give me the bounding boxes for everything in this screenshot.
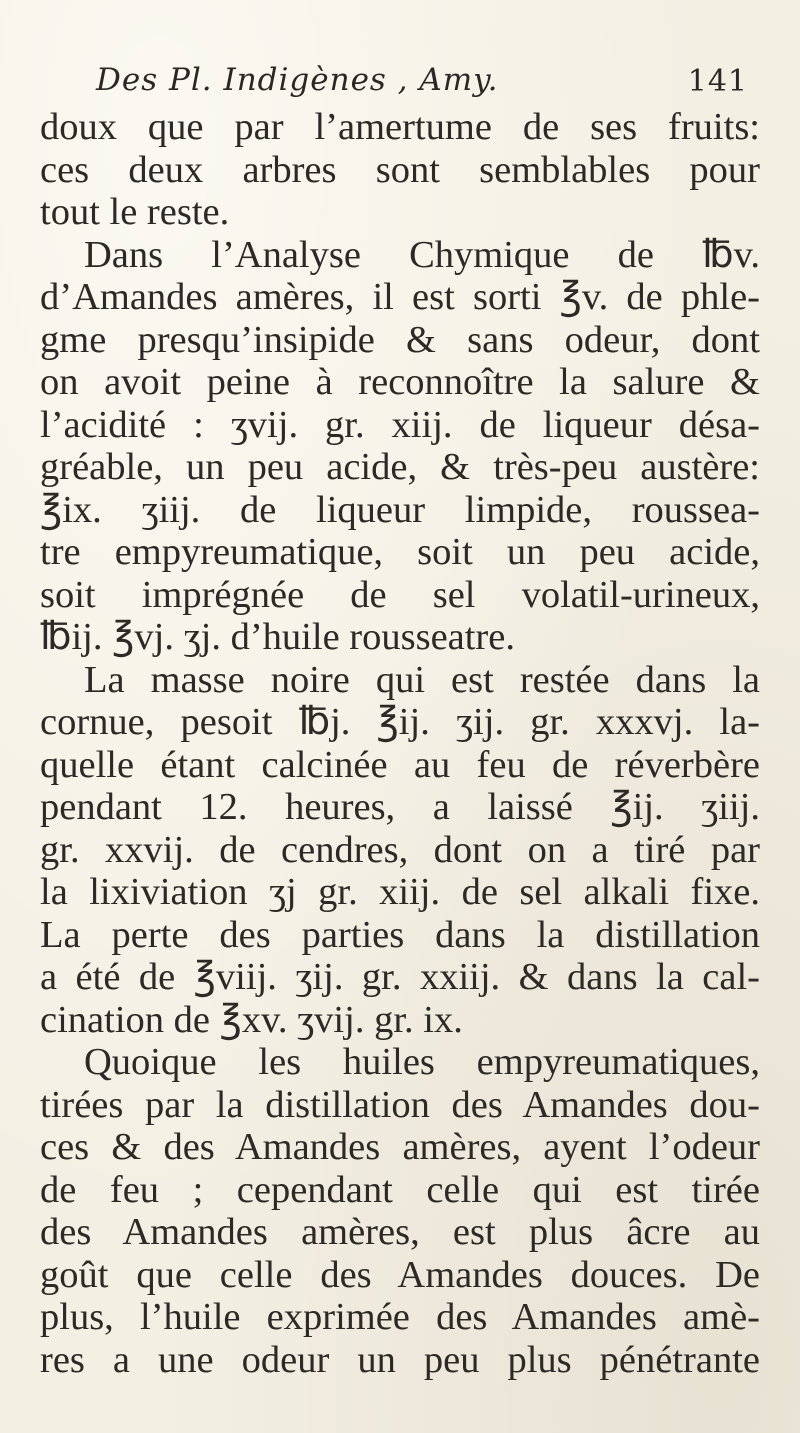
text-line: cination de ℥xv. ʒvij. gr. ix. — [40, 998, 463, 1041]
text-line: ℥ix. ʒiij. de liqueur limpide, roussea- — [40, 488, 760, 531]
text-line: l’acidité : ʒvij. gr. xiij. de liqueur désa- — [40, 403, 760, 446]
text-line: tirées par la distillation des Amandes dou- — [40, 1083, 760, 1126]
text-line: La perte des parties dans la distillation — [40, 913, 760, 956]
text-line: ℔ij. ℥vj. ʒj. d’huile rousseatre. — [40, 616, 515, 658]
text-line: La masse noire qui est restée dans la — [84, 658, 760, 701]
text-line: res a une odeur un peu plus pénétrante — [40, 1338, 760, 1381]
text-line: de feu ; cependant celle qui est tirée — [40, 1168, 760, 1211]
body-text — [40, 106, 760, 1381]
text-line: plus, l’huile exprimée des Amandes amè- — [40, 1296, 760, 1338]
text-line: doux que par l’amertume de ses fruits: — [40, 106, 760, 148]
text-line: gme presqu’insipide & sans odeur, dont — [40, 318, 760, 361]
text-line: des Amandes amères, est plus âcre au — [40, 1211, 760, 1253]
text-line: a été de ℥viij. ʒij. gr. xxiij. & dans la cal- — [40, 956, 760, 998]
text-line: quelle étant calcinée au feu de réverbère — [40, 743, 760, 786]
text-line: soit imprégnée de sel volatil-urineux, — [40, 573, 760, 616]
page-number: 141 — [687, 64, 748, 99]
text-line: goût que celle des Amandes douces. De — [40, 1253, 760, 1296]
text-line: tre empyreumatique, soit un peu acide, — [40, 531, 760, 573]
text-line: Dans l’Analyse Chymique de ℔v. — [84, 233, 760, 276]
text-line: d’Amandes amères, il est sorti ℥v. de phle- — [40, 276, 760, 318]
text-line: cornue, pesoit ℔j. ℥ij. ʒij. gr. xxxvj. la- — [40, 701, 760, 743]
page-header — [96, 62, 748, 106]
running-title: Des Pl. Indigènes , Amy. — [96, 62, 499, 98]
text-line: gr. xxvij. de cendres, dont on a tiré par — [40, 828, 760, 871]
text-line: ces & des Amandes amères, ayent l’odeur — [40, 1126, 760, 1168]
text-line: gréable, un peu acide, & très-peu austère: — [40, 446, 760, 488]
text-line: ces deux arbres sont semblables pour — [40, 148, 760, 191]
text-line: pendant 12. heures, a laissé ℥ij. ʒiij. — [40, 786, 760, 828]
text-line: Quoique les huiles empyreumatiques, — [84, 1041, 760, 1083]
text-line: la lixiviation ʒj gr. xiij. de sel alkali fixe. — [40, 871, 760, 913]
text-line: tout le reste. — [40, 191, 230, 233]
text-line: on avoit peine à reconnoître la salure & — [40, 361, 760, 403]
